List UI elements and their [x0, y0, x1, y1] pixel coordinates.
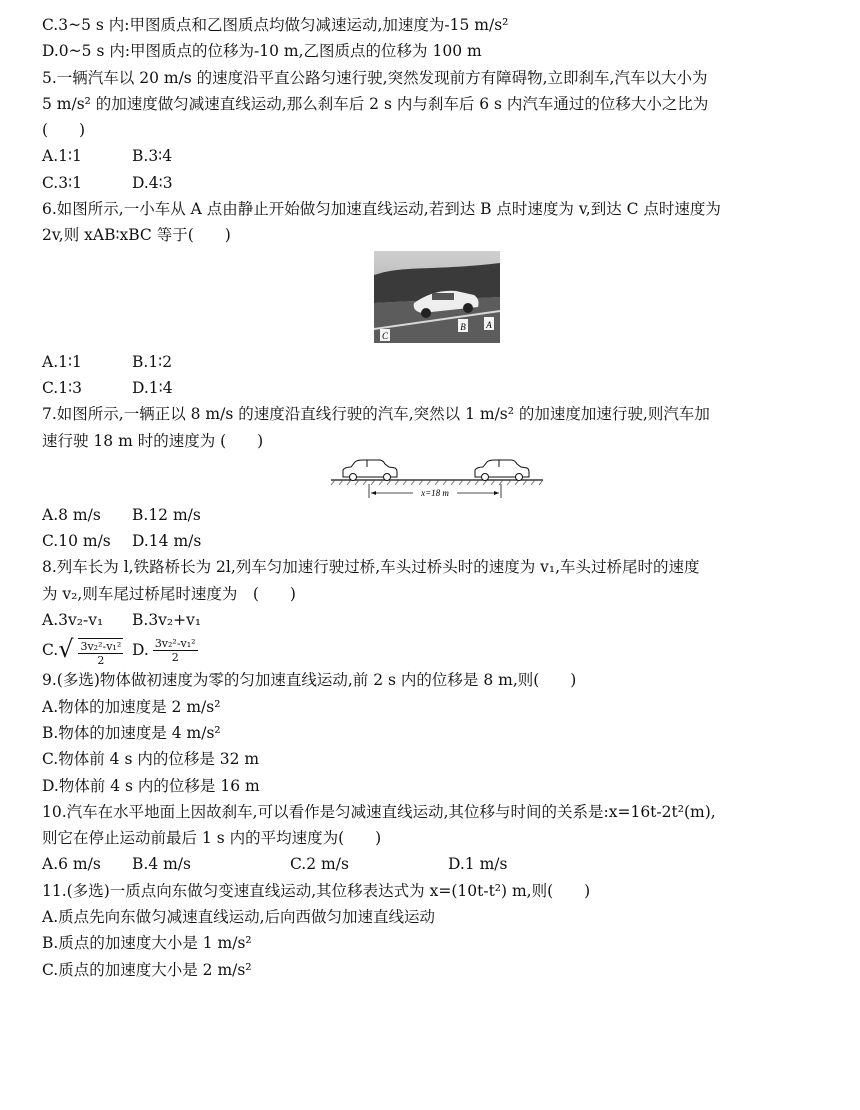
question-9-stem: 9.(多选)物体做初速度为零的匀加速直线运动,前 2 s 内的位移是 8 m,则( ) [42, 671, 577, 690]
road-cars-diagram [329, 454, 545, 500]
question-8-stem: 8.列车长为 l,铁路桥长为 2l,列车匀加速行驶过桥,车头过桥头时的速度为 v₁,车头过桥尾时的速度 [42, 558, 700, 577]
distance-label: x=18 m [421, 487, 449, 498]
option-d: D.14 m/s [132, 532, 202, 551]
document-page [42, 12, 832, 983]
fraction-denominator: 2 [97, 653, 105, 667]
question-7-options-row [42, 502, 832, 528]
option-c [42, 634, 132, 667]
option-b: B.3∶4 [132, 147, 173, 166]
option-d: D.1 m/s [448, 855, 508, 874]
question-6-options-row [42, 349, 832, 375]
question-6-options-row [42, 375, 832, 401]
option-c: C.质点的加速度大小是 2 m/s² [42, 960, 252, 979]
sqrt-expression: √ $\frac{\text{3v₂²-v₁²}}{2}$ [58, 635, 122, 667]
option-a: A.8 m/s [42, 505, 101, 524]
car-right-icon [475, 460, 529, 481]
question-6-stem: 6.如图所示,一小车从 A 点由静止开始做匀加速直线运动,若到达 B 点时速度为 v,到达 C 点时速度为 [42, 200, 721, 219]
question-7-options-row [42, 528, 832, 554]
question-11-stem: 11.(多选)一质点向东做匀变速直线运动,其位移表达式为 x=(10t-t²) m,则( ) [42, 881, 591, 900]
option-a: A.1∶1 [42, 352, 82, 371]
car-photo-image [374, 251, 500, 343]
option-c: C.3∶1 [42, 173, 82, 192]
option-d: D.物体前 4 s 内的位移是 16 m [42, 776, 260, 795]
question-6-stem: 2v,则 xAB∶xBC 等于( ) [42, 226, 231, 245]
option-line: C.3~5 s 内:甲图质点和乙图质点均做匀减速运动,加速度为-15 m/s² [42, 16, 509, 34]
point-b-label: B [460, 321, 466, 332]
question-7-stem: 速行驶 18 m 时的速度为 ( ) [42, 431, 264, 450]
fraction-numerator: 3v₂²-v₁² [80, 639, 122, 653]
option-b: B.3v₂+v₁ [132, 611, 202, 630]
question-8-options-row [42, 633, 832, 667]
question-5-blank: ( ) [42, 121, 86, 140]
option-c-label: C. [42, 641, 59, 660]
question-7-stem: 7.如图所示,一辆正以 8 m/s 的速度沿直线行驶的汽车,突然以 1 m/s² 的加速度加速行驶,则汽车加 [42, 405, 710, 424]
option-b: B.1∶2 [132, 352, 173, 371]
option-a: A.1∶1 [42, 147, 82, 166]
car-left-icon [343, 460, 397, 481]
option-d: D.1∶4 [132, 378, 173, 397]
question-5-stem: 5 m/s² 的加速度做匀减速直线运动,那么刹车后 2 s 内与刹车后 6 s 内汽车通过的位移大小之比为 [42, 94, 709, 113]
question-8-options-row [42, 607, 832, 633]
option-line: D.0~5 s 内:甲图质点的位移为-10 m,乙图质点的位移为 100 m [42, 42, 482, 61]
option-b: B.质点的加速度大小是 1 m/s² [42, 934, 252, 953]
option-a: A.质点先向东做匀减速直线运动,后向西做匀加速直线运动 [42, 908, 436, 927]
option-d [132, 637, 198, 664]
road-cars-figure [42, 454, 832, 502]
option-c: C.物体前 4 s 内的位移是 32 m [42, 750, 260, 769]
question-5-options-row [42, 170, 832, 196]
option-a: A.物体的加速度是 2 m/s² [42, 697, 221, 716]
question-5-options-row [42, 143, 832, 169]
option-a: A.6 m/s [42, 855, 101, 874]
option-d: D.4∶3 [132, 173, 173, 192]
fraction-denominator: 2 [171, 650, 179, 664]
option-c: C.2 m/s [290, 855, 349, 874]
question-10-options-row [42, 851, 832, 877]
fraction-numerator: 3v₂²-v₁² [154, 636, 196, 650]
question-5-stem: 5.一辆汽车以 20 m/s 的速度沿平直公路匀速行驶,突然发现前方有障碍物,立即刹车,汽车以大小为 [42, 68, 708, 87]
question-10-stem: 10.汽车在水平地面上因故刹车,可以看作是匀减速直线运动,其位移与时间的关系是:x=16t-2t²(m), [42, 802, 716, 821]
point-a-label: A [486, 319, 492, 330]
option-a: A.3v₂-v₁ [42, 611, 104, 630]
question-10-stem: 则它在停止运动前最后 1 s 内的平均速度为( ) [42, 829, 382, 848]
car-photo-figure [42, 251, 832, 347]
option-b: B.4 m/s [132, 855, 191, 874]
option-c: C.10 m/s [42, 532, 111, 551]
question-8-stem: 为 v₂,则车尾过桥尾时速度为 ( ) [42, 584, 296, 603]
option-b: B.物体的加速度是 4 m/s² [42, 723, 221, 742]
option-b: B.12 m/s [132, 505, 201, 524]
point-c-label: C [381, 330, 389, 341]
option-d-label: D. [132, 641, 149, 660]
option-c: C.1∶3 [42, 378, 82, 397]
